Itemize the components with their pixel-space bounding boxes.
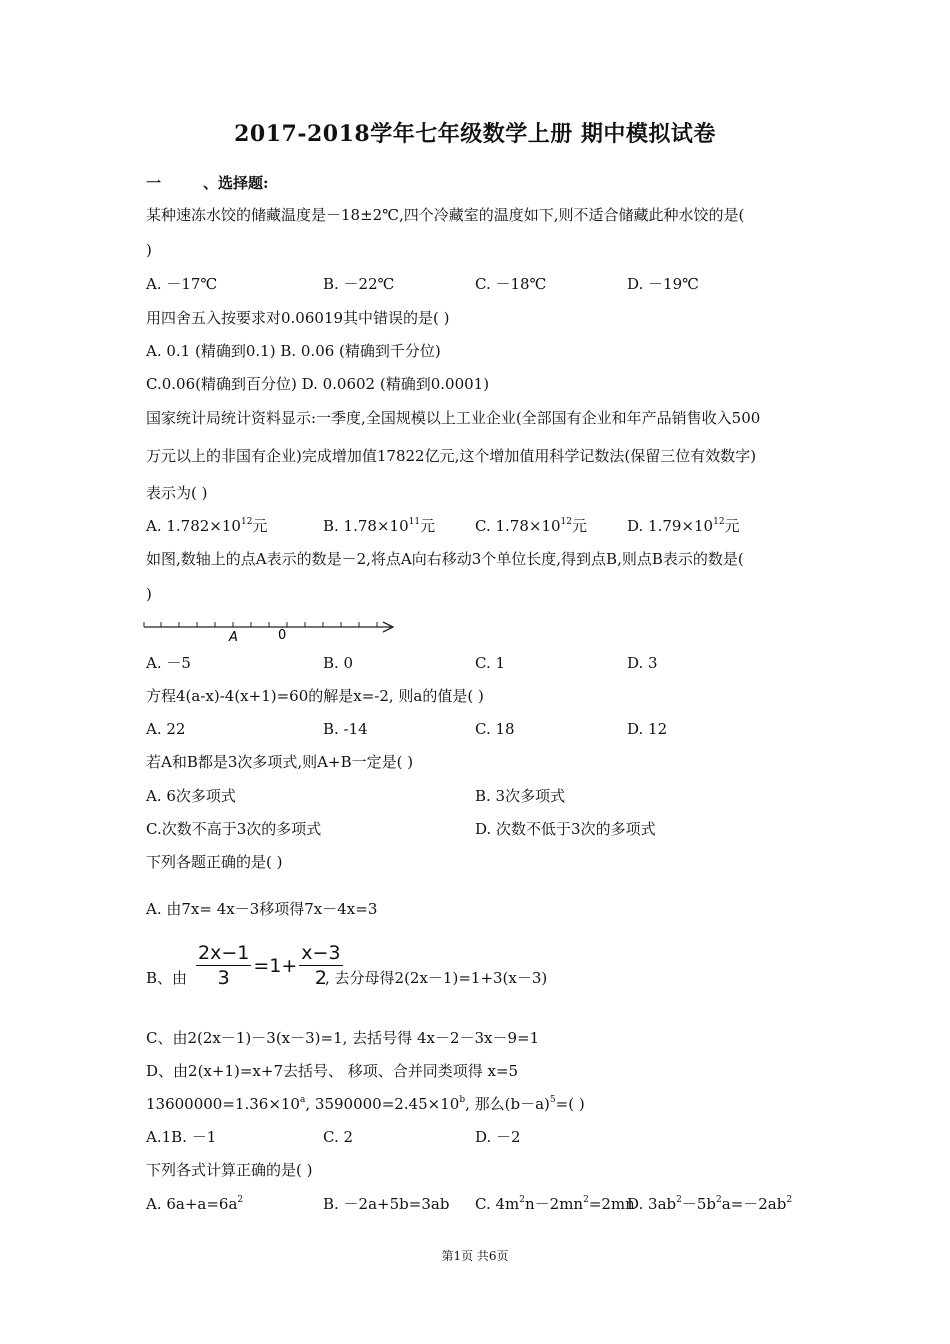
number-line-ticks bbox=[144, 622, 377, 627]
q4-option-c: C. 1 bbox=[475, 654, 506, 672]
page-title: 2017-2018学年七年级数学上册 期中模拟试卷 bbox=[234, 121, 716, 147]
q1-option-c: C. －18℃ bbox=[475, 275, 547, 293]
q7-fraction-2: $\frac{x-3}{2}$ bbox=[301, 942, 341, 989]
page-footer: 第1页 共6页 bbox=[441, 1249, 509, 1263]
q4-stem-line2: ) bbox=[146, 585, 152, 603]
section-heading bbox=[146, 172, 269, 193]
section-label: 、选择题: bbox=[203, 174, 269, 192]
q4-option-a: A. －5 bbox=[146, 654, 191, 672]
q1-option-d: D. －19℃ bbox=[627, 275, 699, 293]
q9-option-c: C. $4m^2n-2mn^2=2mn$ bbox=[475, 1195, 635, 1213]
q3-option-c: C. $1.78\times 10^{12}$元 bbox=[475, 517, 588, 535]
section-number: 一 bbox=[146, 174, 162, 192]
q6-option-b: B. 3次多项式 bbox=[475, 787, 566, 805]
q3-option-d: D. $1.79\times 10^{12}$元 bbox=[627, 517, 740, 535]
q1-stem-line1: 某种速冻水饺的储藏温度是－18±2℃,四个冷藏室的温度如下,则不适合储藏此种水饺的是( bbox=[146, 206, 745, 224]
q9-option-d: D. $3ab^2-5b^2a=-2ab^2$ bbox=[627, 1195, 793, 1213]
q3-stem-line2: 万元以上的非国有企业)完成增加值17822亿元,这个增加值用科学记数法(保留三位有效数字) bbox=[146, 447, 757, 465]
q7-option-a: A. 由7x= 4x－3移项得7x－4x=3 bbox=[146, 900, 378, 918]
q2-options-row2: C.0.06(精确到百分位) D. 0.0602 (精确到0.0001) bbox=[146, 375, 490, 393]
q2-stem: 用四舍五入按要求对0.06019其中错误的是( ) bbox=[146, 309, 450, 327]
q5-option-c: C. 18 bbox=[475, 720, 515, 738]
q4-option-b: B. 0 bbox=[323, 654, 354, 672]
q7-fraction-1: $\frac{2x-1}{3}$ bbox=[198, 942, 250, 989]
q7-option-c: C、由2(2x－1)－3(x－3)=1, 去括号得 4x－2－3x－9=1 bbox=[146, 1029, 540, 1047]
q3-stem-line1: 国家统计局统计资料显示:一季度,全国规模以上工业企业(全部国有企业和年产品销售收入500 bbox=[146, 409, 761, 427]
q5-option-a: A. 22 bbox=[146, 720, 186, 738]
q4-stem-line1: 如图,数轴上的点A表示的数是－2,将点A向右移动3个单位长度,得到点B,则点B表示的数是( bbox=[146, 550, 744, 568]
q7-option-b-suffix: , 去分母得2(2x－1)=1+3(x－3) bbox=[325, 969, 548, 987]
q6-option-a: A. 6次多项式 bbox=[146, 787, 236, 805]
q1-option-a: A. －17℃ bbox=[146, 275, 218, 293]
q5-option-b: B. -14 bbox=[323, 720, 368, 738]
q7-option-b-prefix: B、由 bbox=[146, 969, 188, 987]
q2-options-row1: A. 0.1 (精确到0.1) B. 0.06 (精确到千分位) bbox=[146, 342, 441, 360]
q7-equation: $\frac{2x-1}{3}$ =1+ $\frac{x-3}{2}$ bbox=[198, 942, 341, 989]
point-a-label: A bbox=[229, 630, 238, 644]
q8-stem: $13600000=1.36\times 10^a$, $3590000=2.45\times 10^b$, 那么$(b-a)^5=$( ) bbox=[146, 1095, 585, 1113]
q7-option-d: D、由2(x+1)=x+7去括号、 移项、合并同类项得 x=5 bbox=[146, 1062, 519, 1080]
q7-stem: 下列各题正确的是( ) bbox=[146, 853, 283, 871]
q9-option-b: B. －2a+5b=3ab bbox=[323, 1195, 450, 1213]
q9-option-a: A. $6a+a=6a^2$ bbox=[146, 1195, 244, 1213]
zero-label: 0 bbox=[278, 628, 287, 643]
q6-option-c: C.次数不高于3次的多项式 bbox=[146, 820, 322, 838]
q1-option-b: B. －22℃ bbox=[323, 275, 395, 293]
q5-option-d: D. 12 bbox=[627, 720, 668, 738]
q3-option-a: A. $1.782\times 10^{12}$元 bbox=[146, 517, 268, 535]
q8-option-ab: A.1B. －1 bbox=[146, 1128, 217, 1146]
q8-option-c: C. 2 bbox=[323, 1128, 354, 1146]
q6-option-d: D. 次数不低于3次的多项式 bbox=[475, 820, 656, 838]
number-line-figure bbox=[143, 614, 398, 644]
q6-stem: 若A和B都是3次多项式,则A+B一定是( ) bbox=[146, 753, 414, 771]
q9-stem: 下列各式计算正确的是( ) bbox=[146, 1161, 313, 1179]
q4-option-d: D. 3 bbox=[627, 654, 658, 672]
q3-stem-line3: 表示为( ) bbox=[146, 484, 208, 502]
q1-stem-line2: ) bbox=[146, 241, 152, 259]
q5-stem: 方程4(a-x)-4(x+1)=60的解是x=-2, 则a的值是( ) bbox=[146, 687, 484, 705]
q3-option-b: B. $1.78\times 10^{11}$元 bbox=[323, 517, 436, 535]
q8-option-d: D. －2 bbox=[475, 1128, 521, 1146]
